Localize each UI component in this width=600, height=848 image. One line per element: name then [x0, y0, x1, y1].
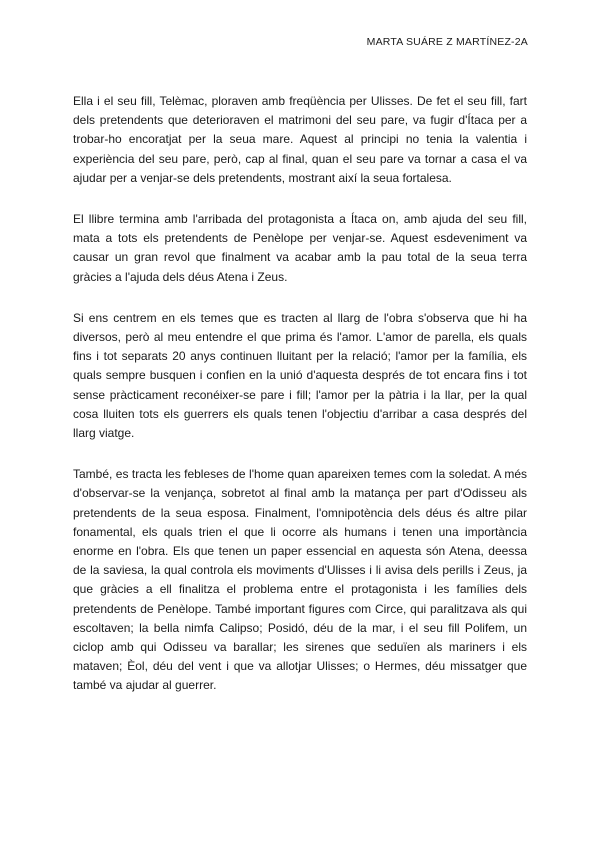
paragraph-telemac: Ella i el seu fill, Telèmac, ploraven amb freqüència per Ulisses. De fet el seu fill, fart dels pretendents que deterioraven el matrimoni del seu pare, va fugir d'Ítaca per a trobar-ho encoratjat per la seua mare. Aquest al principi no tenia la valentia i experiència del seu pare, però, cap al final, quan el seu pare va tornar a casa el va ajudar per a venjar-se dels pretendents, mostrant així la seua fortalesa.	[73, 94, 527, 185]
document-body	[73, 92, 527, 718]
page-header-author: MARTA SUÁRE Z MARTÍNEZ-2A	[366, 36, 528, 48]
paragraph-themes-gods: També, es tracta les febleses de l'home quan apareixen temes com la soledat. A més d'observar-se la venjança, sobretot al final amb la matança per part d'Odisseu als pretendents de la seua esposa. Finalment, l'omnipotència dels déus és altre pilar fonamental, els quals trien el que li ocorre als humans i tenen una importància enorme en l'obra. Els que tenen un paper essencial en aquesta són Atena, deessa de la saviesa, la qual controla els moviments d'Ulisses i li avisa dels perills i Zeus, ja que gràcies a ell finalitza el problema entre el protagonista i les famílies dels pretendents de Penèlope. També important figures com Circe, qui paralitzava als qui escoltaven; la bella nimfa Calipso; Posidó, déu de la mar, i el seu fill Polifem, un ciclop amb qui Odisseu va barallar; les sirenes que seduïen als mariners i els mataven; Èol, déu del vent i que va allotjar Ulisses; o Hermes, déu missatger que també va ajudar al guerrer.	[73, 467, 527, 693]
paragraph-themes-love: Si ens centrem en els temes que es tracten al llarg de l'obra s'observa que hi ha diversos, però al meu entendre el que prima és l'amor. L'amor de parella, els quals fins i tot separats 20 anys continuen lluitant per la relació; l'amor per la família, els quals sempre busquen i confien en la unió d'aquesta després de tot encara fins i tot sense pràcticament reconéixer-se pare i fill; l'amor per la pàtria i la llar, per la qual cosa lluiten tots els guerrers els quals tenen l'objectiu d'arribar a casa després del llarg viatge.	[73, 310, 527, 441]
paragraph-ending: El llibre termina amb l'arribada del protagonista a Ítaca on, amb ajuda del seu fill, mata a tots els pretendents de Penèlope per venjar-se. Aquest esdeveniment va causar un gran revol que finalment va acabar amb la pau total de la seua terra gràcies a l'ajuda dels déus Atena i Zeus.	[73, 212, 527, 284]
